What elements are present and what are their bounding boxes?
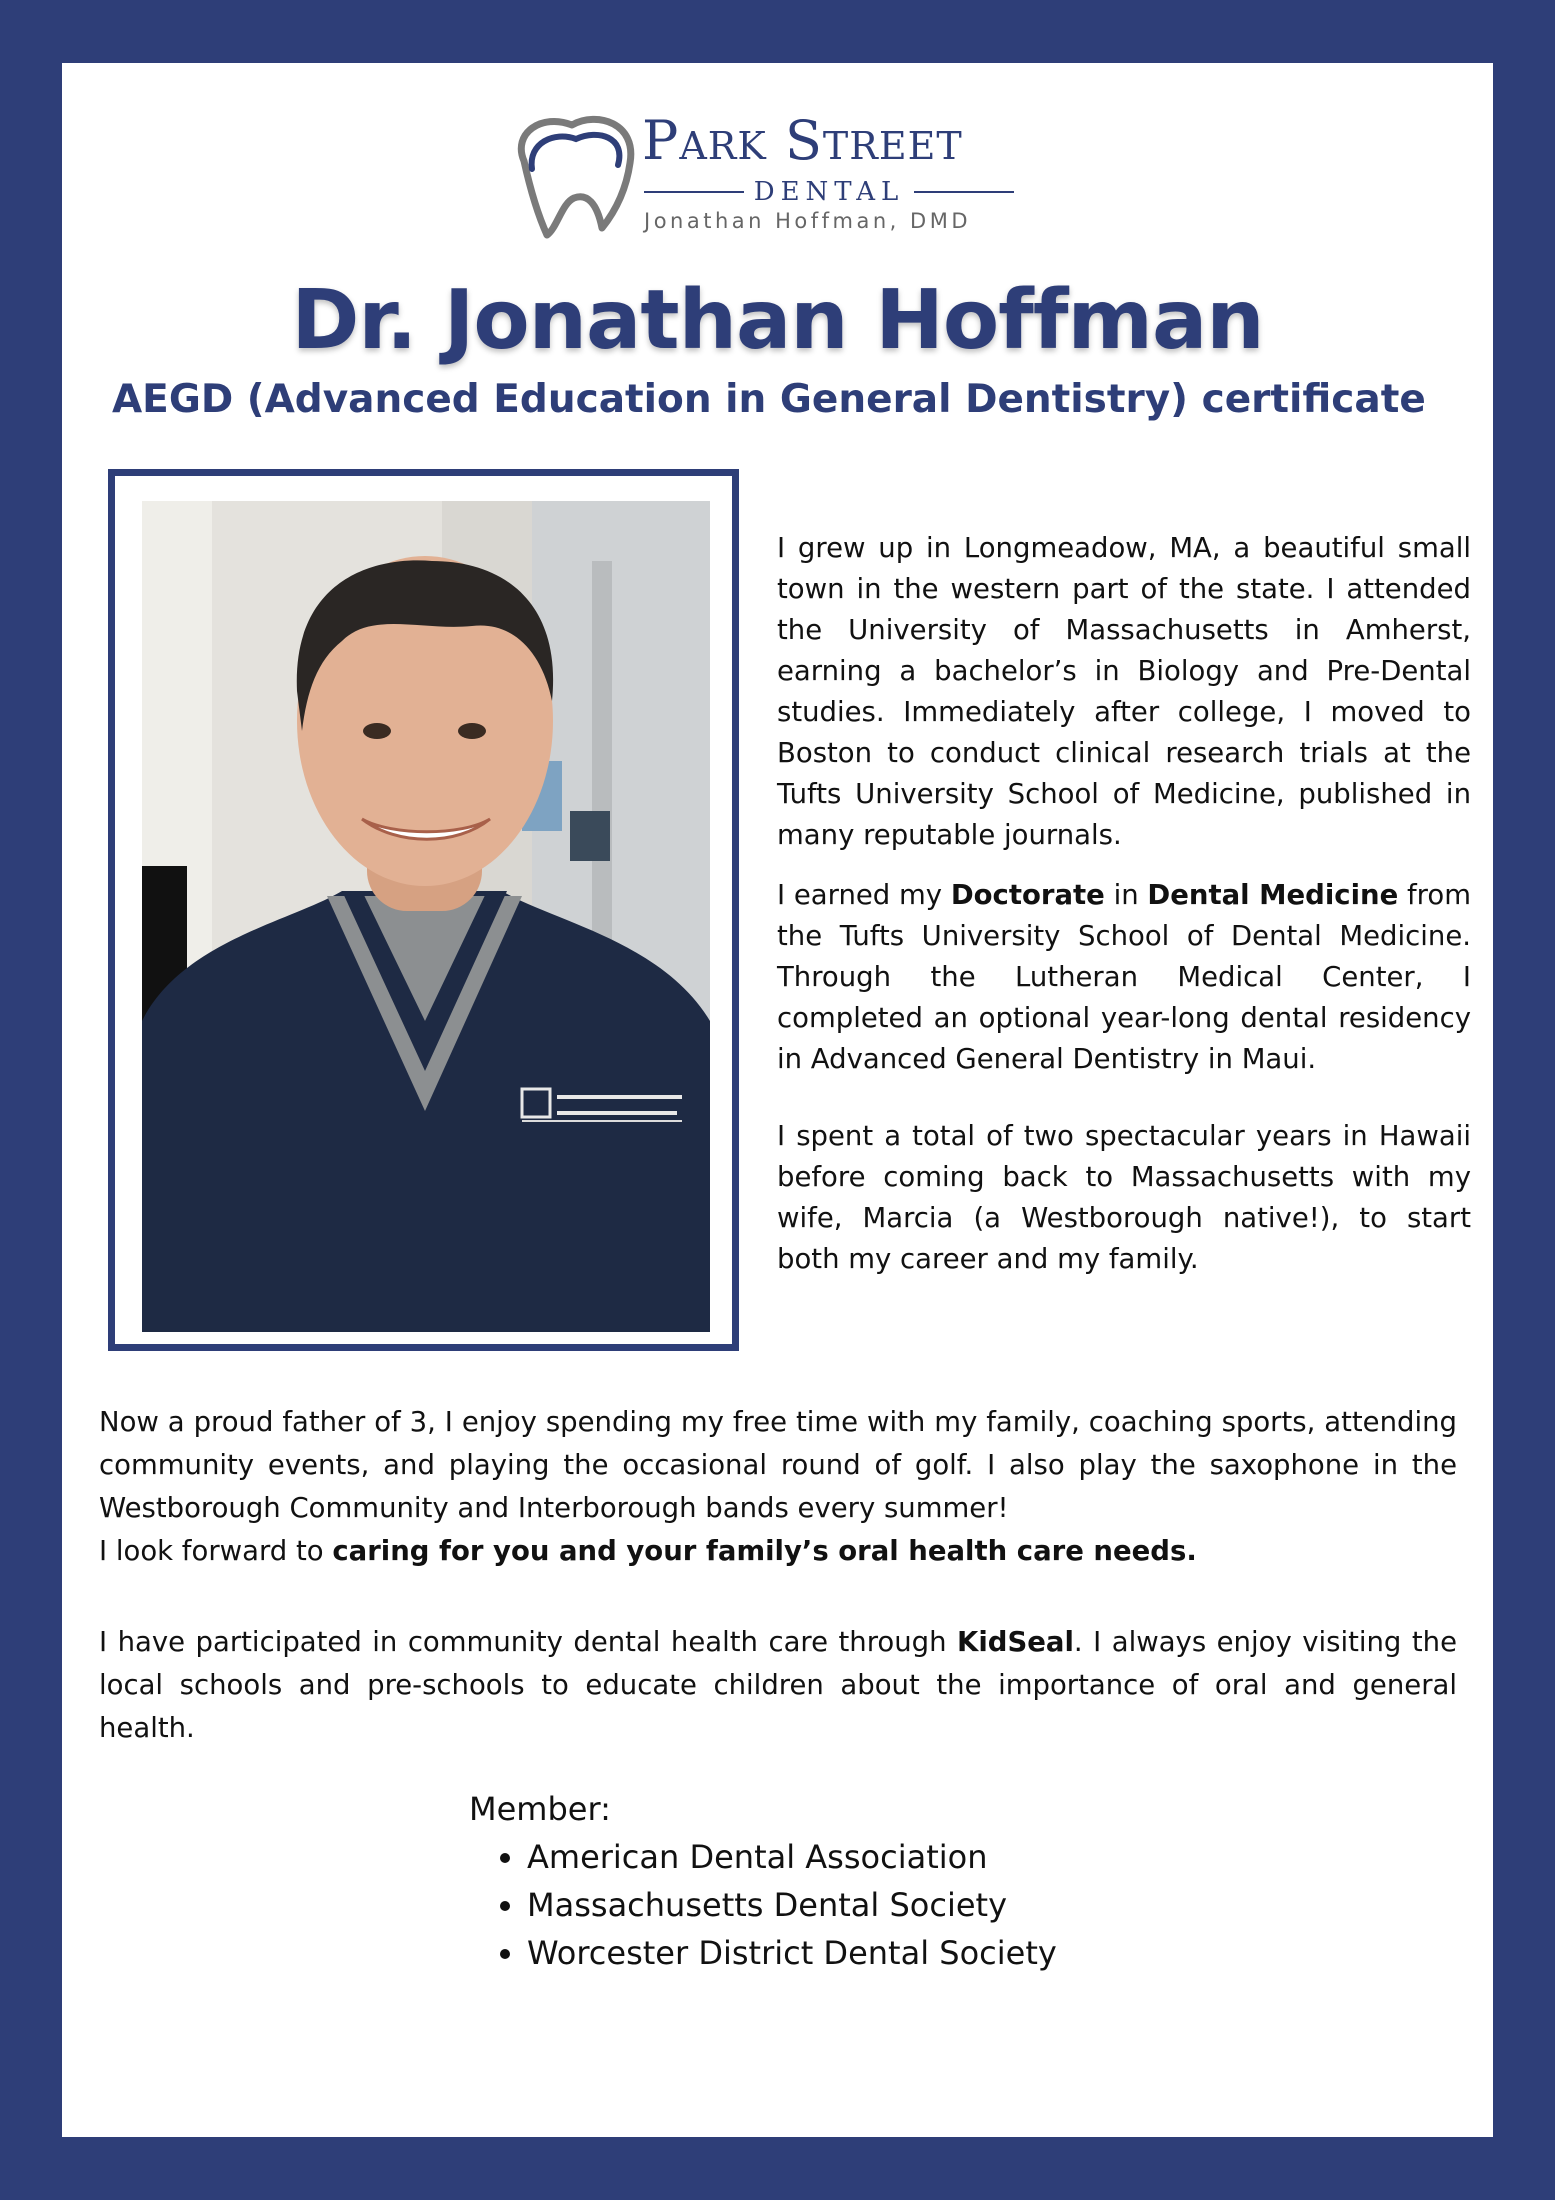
membership-item: • American Dental Association <box>527 1833 1269 1881</box>
membership-item: • Worcester District Dental Society <box>527 1929 1269 1977</box>
logo-practice-name: Park Street <box>642 109 963 172</box>
portrait-frame <box>108 469 739 1351</box>
bio-highlight-doctorate: Doctorate <box>950 879 1105 911</box>
bio-text: from the Tufts University School of Dental Medicine. Through the Lutheran Medical Center, I completed an optional year-long dental residency in Advanced General Dentistry in Maui. <box>777 879 1471 1075</box>
logo-doctor-name: Jonathan Hoffman, DMD <box>644 209 971 233</box>
membership-section <box>469 1785 1269 1977</box>
membership-item: • Massachusetts Dental Society <box>527 1881 1269 1929</box>
membership-list <box>469 1833 1269 1977</box>
bio-text: in <box>1104 879 1148 911</box>
logo-dental-text: DENTAL <box>753 177 905 207</box>
certificate-subtitle: AEGD (Advanced Education in General Dentistry) certificate <box>112 377 1426 422</box>
bio-family-section <box>99 1401 1457 1573</box>
bio-paragraph-upbringing: I grew up in Longmeadow, MA, a beautiful small town in the western part of the state. I attended the University of Massachusetts in Amherst, earning a bachelor’s in Biology and Pre-Dental studies. Immediately after college, I moved to Boston to conduct clinical research trials at the Tufts University School of Medicine, published in many reputable journals. <box>777 532 1471 851</box>
bio-paragraph-community <box>99 1621 1457 1750</box>
bio-highlight-dental-medicine: Dental Medicine <box>1147 879 1399 911</box>
bio-community-section <box>99 1621 1457 1750</box>
page-title: Dr. Jonathan Hoffman <box>291 273 1264 368</box>
profile-page <box>62 63 1493 2137</box>
bio-paragraph-education <box>777 875 1471 1080</box>
portrait-illustration <box>142 501 710 1332</box>
bio-text: I look forward to <box>99 1535 333 1567</box>
bio-text: I have participated in community dental health care through <box>99 1626 958 1658</box>
bio-highlight-kidseal: KidSeal <box>957 1626 1074 1658</box>
doctor-portrait <box>142 501 710 1332</box>
bio-paragraph-closing <box>99 1530 1457 1573</box>
tooth-logo-icon <box>502 103 642 253</box>
bio-highlight-care: caring for you and your family’s oral health care needs. <box>332 1535 1197 1567</box>
bio-text: . I always enjoy visiting the local schools and pre-schools to educate children about the importance of oral and general health. <box>99 1626 1457 1744</box>
bio-paragraph-family: Now a proud father of 3, I enjoy spending my free time with my family, coaching sports, attending community events, and playing the occasional round of golf. I also play the saxophone in the Westborough Community and Interborough bands every summer! <box>99 1406 1457 1524</box>
logo-dental-row <box>644 177 1014 207</box>
bio-column <box>777 528 1471 1299</box>
bio-paragraph-hawaii: I spent a total of two spectacular years in Hawaii before coming back to Massachusetts with my wife, Marcia (a Westborough native!), to start both my career and my family. <box>777 1120 1471 1275</box>
practice-logo <box>502 103 1082 253</box>
bio-text: I earned my <box>777 879 951 911</box>
logo-divider-right <box>914 191 1014 193</box>
membership-label: Member: <box>469 1790 611 1828</box>
